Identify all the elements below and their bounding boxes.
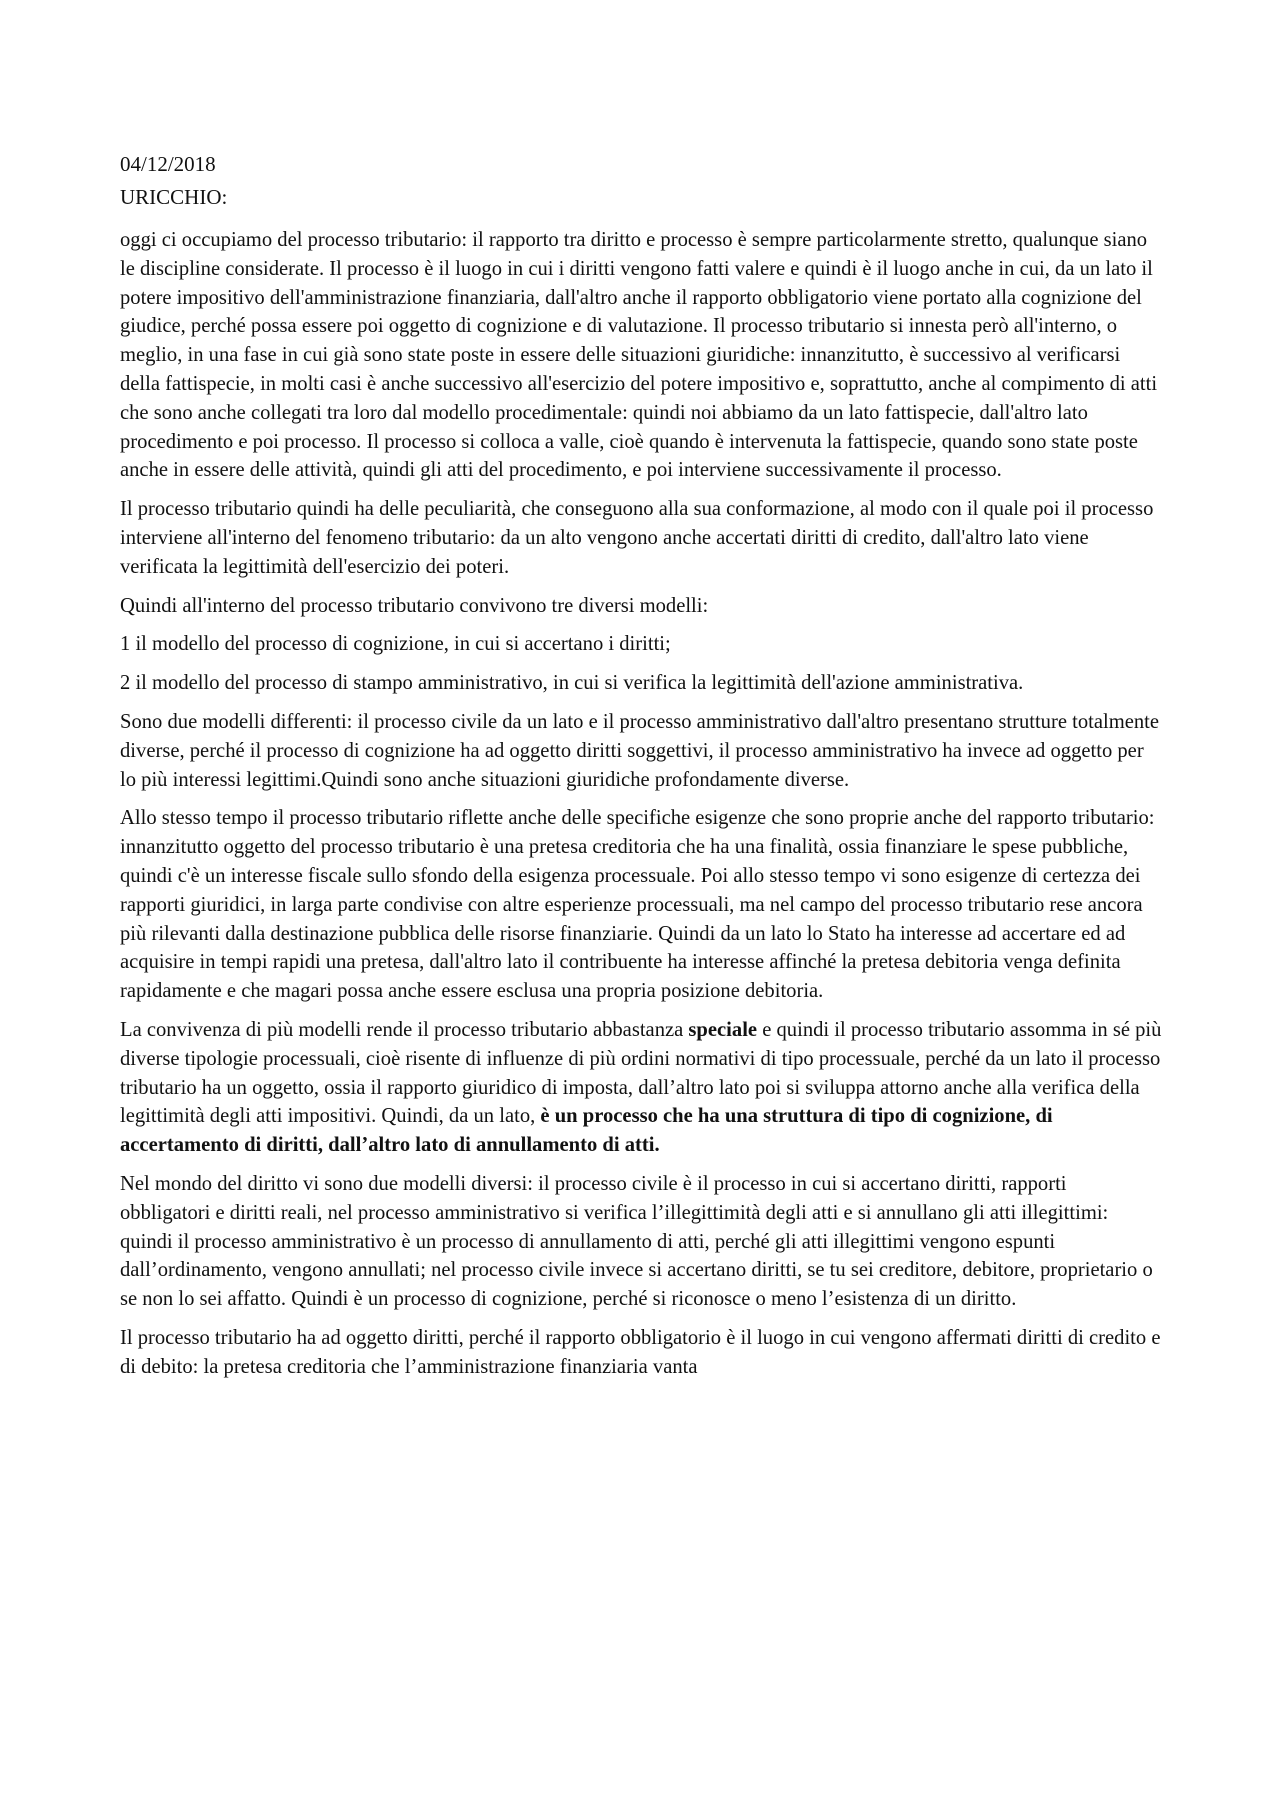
special-text-2: e quindi il processo tributario assomma in sé più diverse tipologie processuali, cioè risente di influenze di più ordini normativi di tipo processuale, perché da un lato il processo tributario ha un oggetto, ossia il rapporto giuridico di imposta, dall’altro lato poi si sviluppa attorno anche alla verifica della legittimità degli atti impositivi. Quindi, da un lato, [120,1018,1162,1128]
document-date: 04/12/2018 [120,152,216,176]
special-bold-term: speciale [688,1018,758,1041]
paragraph-law-models: Nel mondo del diritto vi sono due modelli diversi: il processo civile è il processo in cui si accertano diritti, rapporti obbligatori e diritti reali, nel processo amministrativo si verifica l’illegittimità degli atti e si annullano gli atti illegittimi: quindi il processo amministrativo è un processo di annullamento di atti, perché gli atti illegittimi vengono espunti dall’ordinamento, vengono annullati; nel processo civile invece si accertano diritti, se tu sei creditore, debitore, proprietario o se non lo sei affatto. Quindi è un processo di cognizione, perché si riconosce o meno l’esistenza di un diritto. [120,1172,1153,1311]
paragraph-special [120,1016,1162,1160]
paragraph-intro: oggi ci occupiamo del processo tributario: il rapporto tra diritto e processo è sempre particolarmente stretto, qualunque siano le discipline considerate. Il processo è il luogo in cui i diritti vengono fatti valere e quindi è il luogo anche in cui, da un lato il potere impositivo dell'amministrazione finanziaria, dall'altro anche il rapporto obbligatorio viene portato alla cognizione del giudice, perché possa essere poi oggetto di cognizione e di valutazione. Il processo tributario si innesta però all'interno, o meglio, in una fase in cui già sono state poste in essere delle situazioni giuridiche: innanzitutto, è successivo al verificarsi della fattispecie, in molti casi è anche successivo all'esercizio del potere impositivo e, soprattutto, anche al compimento di atti che sono anche collegati tra loro dal modello procedimentale: quindi noi abbiamo da un lato fattispecie, dall'altro lato procedimento e poi processo. Il processo si colloca a valle, cioè quando è intervenuta la fattispecie, quando sono state poste anche in essere delle attività, quindi gli atti del procedimento, e poi interviene successivamente il processo. [120,229,1158,482]
paragraph-rights-object: Il processo tributario ha ad oggetto diritti, perché il rapporto obbligatorio è il luogo in cui vengono affermati diritti di credito e di debito: la pretesa creditoria che l’amministrazione finanziaria vanta [120,1326,1161,1378]
paragraph-peculiarities: Il processo tributario quindi ha delle peculiarità, che conseguono alla sua conformazione, al modo con il quale poi il processo interviene all'interno del fenomeno tributario: da un alto vengono anche accertati diritti di credito, dall'altro lato viene verificata la legittimità dell'esercizio dei poteri. [120,498,1154,578]
paragraph-two-models: Sono due modelli differenti: il processo civile da un lato e il processo amministrativo dall'altro presentano strutture totalmente diverse, perché il processo di cognizione ha ad oggetto diritti soggettivi, il processo amministrativo ha invece ad oggetto per lo più interessi legittimi.Quindi sono anche situazioni giuridiche profondamente diverse. [120,710,1160,791]
paragraph-models-intro: Quindi all'interno del processo tributario convivono tre diversi modelli: [120,594,709,617]
speaker-name: URICCHIO: [120,185,228,209]
list-item-model-1: 1 il modello del processo di cognizione, in cui si accertano i diritti; [120,633,671,656]
list-item-model-2: 2 il modello del processo di stampo amministrativo, in cui si verifica la legittimità dell'azione amministrativa. [120,672,1024,695]
special-bold-statement: è un processo che ha una struttura di tipo di cognizione, di accertamento di diritti, dall’altro lato di annullamento di atti. [120,1105,1053,1157]
special-text-1: La convivenza di più modelli rende il processo tributario abbastanza [120,1018,689,1041]
paragraph-specific-needs: Allo stesso tempo il processo tributario riflette anche delle specifiche esigenze che sono proprie anche del rapporto tributario: innanzitutto oggetto del processo tributario è una pretesa creditoria che ha una finalità, ossia finanziare le spese pubbliche, quindi c'è un interesse fiscale sullo sfondo della esigenza processuale. Poi allo stesso tempo vi sono esigenze di certezza dei rapporti giuridici, in larga parte condivise con altre esperienze processuali, ma nel campo del processo tributario rese ancora più rilevanti dalla destinazione pubblica delle risorse finanziarie. Quindi da un lato lo Stato ha interesse ad accertare ed ad acquisire in tempi rapidi una pretesa, dall'altro lato il contribuente ha interesse affinché la pretesa debitoria venga definita rapidamente e che magari possa anche essere esclusa una propria posizione debitoria. [120,807,1155,1003]
